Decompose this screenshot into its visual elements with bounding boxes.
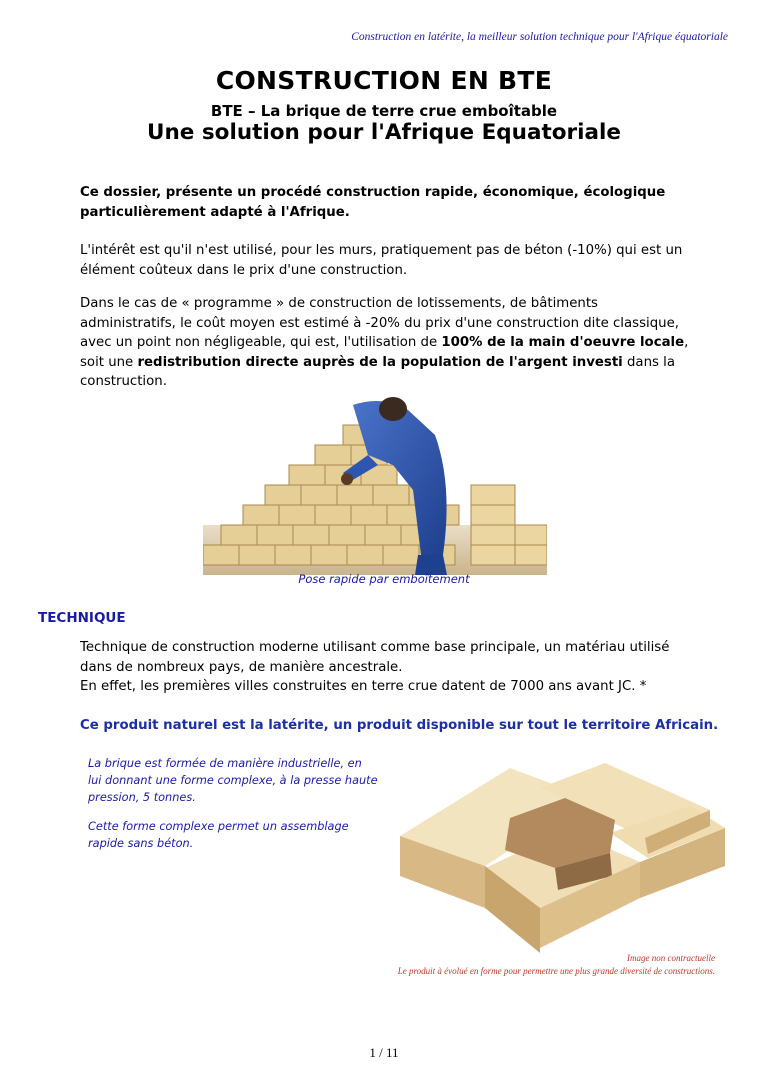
redistribution-emphasis: redistribution directe auprès de la population de l'argent investi — [137, 354, 623, 370]
text-span: dans la — [622, 354, 675, 370]
text-line: Cette forme complexe permet un assemblage — [88, 820, 349, 833]
text-span: soit une — [80, 354, 138, 370]
text-line: L'intérêt est qu'il n'est utilisé, pour les murs, pratiquement pas de béton (-10%) qui est un — [80, 243, 683, 258]
text-line: pression, 5 tonnes. — [88, 791, 196, 804]
text-line: Ce dossier, présente un procédé construction rapide, économique, écologique — [80, 185, 666, 200]
text-line: En effet, les premières villes construites en terre crue datent de 7000 ans avant JC. * — [80, 679, 647, 694]
document-subtitle: BTE – La brique de terre crue emboîtable — [210, 102, 558, 120]
laterite-highlight: Ce produit naturel est la latérite, un produit disponible sur tout le territoire Africain. — [80, 718, 719, 733]
text-line: construction. — [80, 374, 167, 389]
interlocking-brick-illustration — [390, 758, 730, 953]
intro-paragraph-2 — [80, 241, 720, 280]
brick-laying-photo-illustration — [203, 395, 547, 575]
technique-paragraph — [80, 638, 740, 697]
document-tagline: Une solution pour l'Afrique Equatoriale — [147, 120, 621, 145]
text-line: dans de nombreux pays, de manière ancestrale. — [80, 659, 403, 675]
text-line: administratifs, le coût moyen est estimé à -20% du prix d'une construction dite classique, — [80, 315, 679, 331]
text-line: Dans le cas de « programme » de construction de lotissements, de bâtiments — [80, 296, 598, 311]
brick-note-2 — [88, 818, 388, 852]
text-line: lui donnant une forme complexe, à la presse haute — [88, 774, 378, 787]
local-labour-emphasis: 100% de la main d'oeuvre locale — [441, 335, 685, 350]
image-evolution-note: Le produit à évolué en forme pour permettre une plus grande diversité de constructions. — [397, 966, 715, 976]
text-line: particulièrement adapté à l'Afrique. — [80, 204, 350, 220]
image-disclaimer: Image non contractuelle — [627, 953, 715, 963]
text-line — [80, 353, 720, 373]
text-line: Technique de construction moderne utilisant comme base principale, un matériau utilisé — [80, 640, 670, 655]
text-line: La brique est formée de manière industrielle, en — [88, 757, 362, 770]
brick-note-1 — [88, 755, 388, 806]
text-span: avec un point non négligeable, qui est, l'utilisation de — [80, 335, 442, 350]
interlocking-brick-image — [390, 758, 730, 953]
document-title: CONSTRUCTION EN BTE — [215, 66, 553, 95]
intro-paragraph-1 — [80, 183, 720, 222]
text-line: rapide sans béton. — [88, 837, 194, 850]
text-line — [80, 333, 720, 353]
brick-laying-photo — [203, 395, 547, 575]
section-title-technique: TECHNIQUE — [38, 610, 126, 626]
page-number: 1 / 11 — [369, 1045, 399, 1060]
text-span: , — [684, 335, 689, 350]
text-line: élément coûteux dans le prix d'une construction. — [80, 262, 408, 278]
photo-caption: Pose rapide par emboîtement — [298, 572, 470, 586]
header-note: Construction en latérite, la meilleur solution technique pour l'Afrique équatoriale — [351, 31, 728, 43]
intro-paragraph-3 — [80, 294, 720, 392]
